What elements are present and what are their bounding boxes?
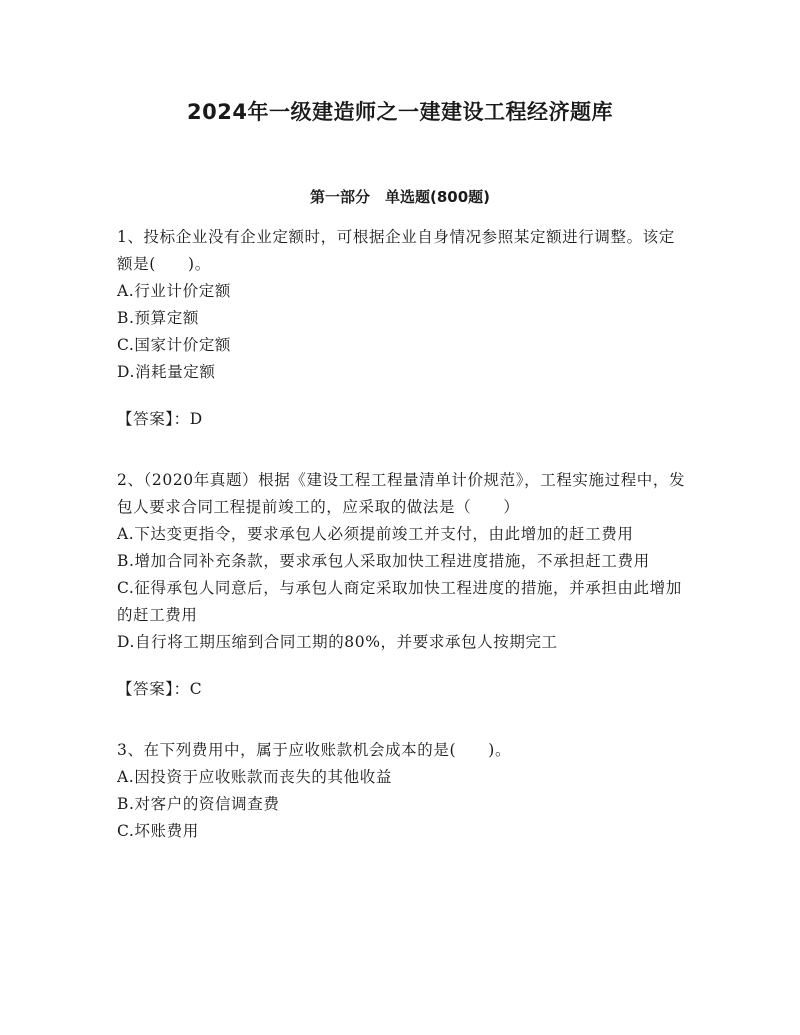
question-list	[117, 224, 687, 845]
option-a: A.行业计价定额	[117, 282, 231, 300]
document-title: 2024年一级建造师之一建建设工程经济题库	[187, 100, 613, 124]
option-a: A.下达变更指令，要求承包人必须提前竣工并支付，由此增加的赶工费用	[117, 525, 634, 543]
answer-label: 【答案】：	[117, 680, 190, 698]
question-1	[117, 224, 687, 433]
answer-value: D	[189, 410, 203, 428]
option-b: B.预算定额	[117, 309, 199, 327]
question-stem: 1、投标企业没有企业定额时，可根据企业自身情况参照某定额进行调整。该定额是( )。	[117, 228, 675, 273]
option-c: C.征得承包人同意后，与承包人商定采取加快工程进度的措施，并承担由此增加的赶工费用	[117, 579, 682, 624]
option-c: C.坏账费用	[117, 822, 199, 840]
option-d: D.自行将工期压缩到合同工期的80%，并要求承包人按期完工	[117, 633, 558, 651]
option-c: C.国家计价定额	[117, 336, 232, 354]
answer-line	[117, 676, 687, 703]
question-2	[117, 467, 687, 703]
question-stem: 2、（2020年真题）根据《建设工程工程量清单计价规范》，工程实施过程中，发包人要求合同工程提前竣工的，应采取的做法是（ ）	[117, 471, 686, 516]
option-b: B.增加合同补充条款，要求承包人采取加快工程进度措施，不承担赶工费用	[117, 552, 650, 570]
option-d: D.消耗量定额	[117, 363, 216, 381]
section-title: 第一部分 单选题(800题)	[309, 188, 491, 206]
question-stem: 3、在下列费用中，属于应收账款机会成本的是( )。	[117, 741, 512, 759]
option-a: A.因投资于应收账款而丧失的其他收益	[117, 768, 392, 786]
answer-value: C	[189, 680, 203, 698]
answer-label: 【答案】：	[117, 410, 190, 428]
option-b: B.对客户的资信调查费	[117, 795, 280, 813]
answer-line	[117, 406, 687, 433]
question-3	[117, 737, 687, 845]
